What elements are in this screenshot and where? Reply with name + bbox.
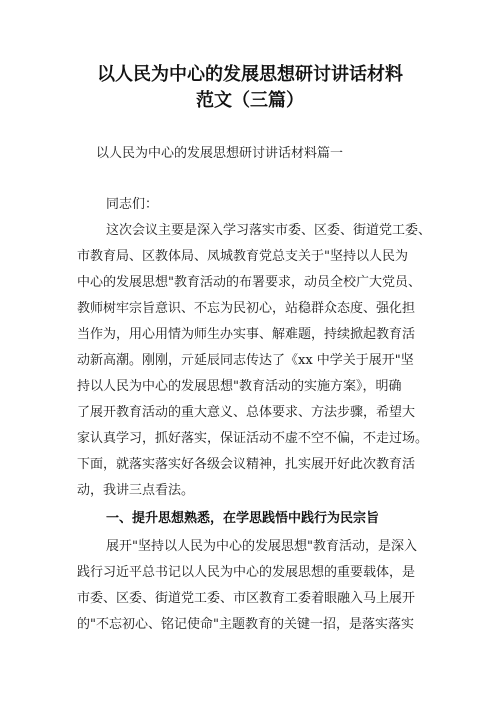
paragraph-1-line: 市教育局、区教体局、凤城教育党总支关于"坚持以人民为 — [77, 249, 408, 264]
section-subtitle: 以人民为中心的发展思想研讨讲话材料篇一 — [96, 146, 344, 161]
paragraph-1-line: 家认真学习，抓好落实，保证活动不虚不空不偏，不走过场。 — [77, 431, 429, 446]
greeting: 同志们： — [106, 197, 159, 212]
paragraph-2-line: 展开"坚持以人民为中心的发展思想"教育活动，是深入 — [106, 539, 417, 554]
paragraph-1-line: 动，我讲三点看法。 — [77, 483, 195, 498]
document-title-line-1: 以人民为中心的发展思想研讨讲话材料 — [97, 64, 403, 85]
paragraph-1-line: 动新高潮。刚刚，亓延辰同志传达了《xx 中学关于展开"坚 — [77, 353, 414, 368]
section-1-heading: 一、提升思想熟悉，在学思践悟中践行为民宗旨 — [106, 511, 380, 526]
paragraph-2-line: 市委、区委、街道党工委、市区教育工委着眼融入马上展开 — [77, 591, 416, 606]
paragraph-1-line: 中心的发展思想"教育活动的布署要求，动员全校广大党员、 — [77, 275, 421, 290]
paragraph-1-line: 持以人民为中心的发展思想"教育活动的实施方案》，明确 — [77, 379, 402, 394]
paragraph-2-line: 的"不忘初心、铭记使命"主题教育的关键一招，是落实落实 — [77, 617, 414, 632]
paragraph-1-line: 教师树牢宗旨意识、不忘为民初心，站稳群众态度、强化担 — [77, 301, 416, 316]
paragraph-1-line: 当作为，用心用情为师生办实事、解难题，持续掀起教育活 — [77, 327, 416, 342]
paragraph-1-line: 下面，就落实落实好各级会议精神，扎实展开好此次教育活 — [77, 457, 416, 472]
paragraph-1-line: 这次会议主要是深入学习落实市委、区委、街道党工委、 — [106, 223, 432, 238]
paragraph-1-line: 了展开教育活动的重大意义、总体要求、方法步骤，希望大 — [77, 405, 416, 420]
paragraph-2-line: 践行习近平总书记以人民为中心的发展思想的重要载体，是 — [77, 565, 416, 580]
document-title-line-2: 范文（三篇） — [196, 90, 304, 111]
